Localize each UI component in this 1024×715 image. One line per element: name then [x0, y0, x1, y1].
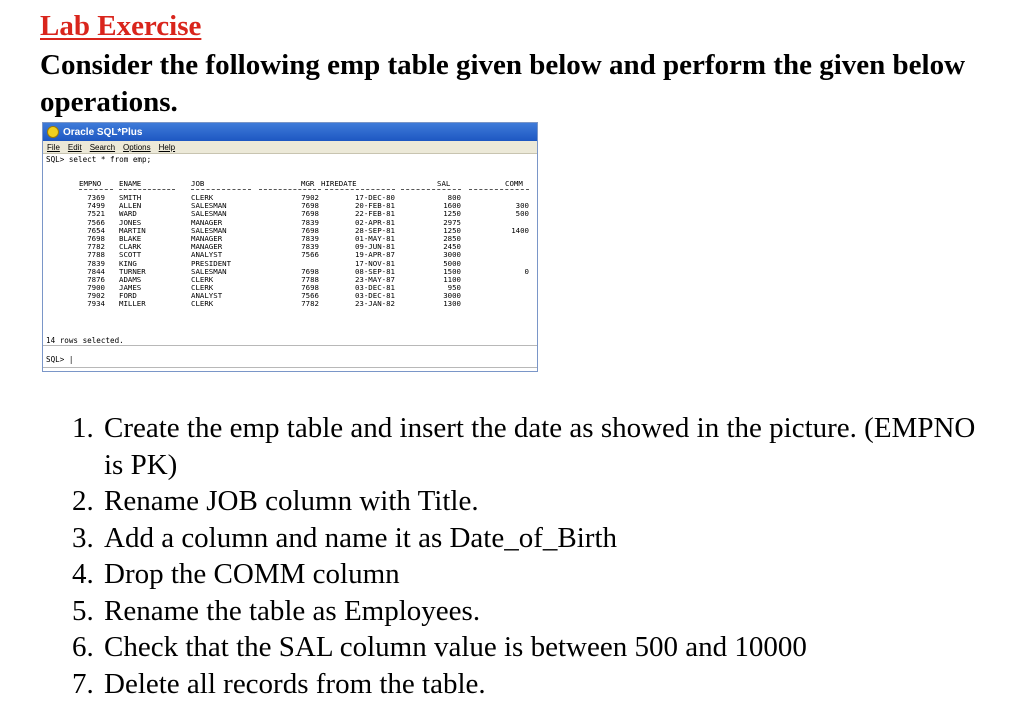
cell-sal: 1500 — [443, 266, 461, 276]
cell-ename: WARD — [119, 209, 137, 219]
table-row — [43, 259, 538, 267]
emp-result-table — [43, 179, 538, 309]
cell-empno: 7876 — [87, 274, 105, 284]
rows-selected-text: 14 rows selected. — [46, 336, 124, 345]
cell-job: SALESMAN — [191, 266, 227, 276]
cell-empno: 7499 — [87, 201, 105, 211]
header-rule — [325, 189, 395, 190]
task-text: Add a column and name it as Date_of_Birth — [104, 521, 618, 554]
cell-job: CLERK — [191, 193, 214, 202]
sql-prompt-input[interactable]: SQL> | — [46, 355, 74, 364]
instructions-heading: Consider the following emp table given below and perform the given below operations. — [40, 49, 966, 118]
col-hiredate: HIREDATE — [321, 179, 357, 188]
cell-mgr: 7839 — [301, 233, 319, 243]
cell-sal: 2975 — [443, 217, 461, 227]
cell-sal: 1250 — [443, 209, 461, 219]
header-rule — [191, 189, 251, 190]
table-rows — [43, 193, 538, 308]
cell-job: CLERK — [191, 299, 214, 309]
cell-empno: 7788 — [87, 250, 105, 260]
cell-empno: 7782 — [87, 242, 105, 252]
lab-exercise-heading: Lab Exercise — [40, 10, 202, 42]
cell-hiredate: 03-DEC-81 — [354, 291, 395, 301]
cell-job: PRESIDENT — [191, 258, 232, 268]
cell-job: SALESMAN — [191, 209, 227, 219]
cell-hiredate: 17-DEC-80 — [354, 193, 395, 202]
menu-bar — [43, 141, 537, 154]
table-row — [43, 234, 538, 242]
cell-job: CLERK — [191, 283, 214, 293]
cell-empno: 7698 — [87, 233, 105, 243]
cell-empno: 7566 — [87, 217, 105, 227]
menu-edit[interactable]: Edit — [67, 142, 82, 152]
cell-hiredate: 08-SEP-81 — [354, 266, 395, 276]
cell-mgr: 7788 — [301, 274, 319, 284]
cell-comm: 1400 — [511, 225, 529, 235]
cell-mgr: 7566 — [301, 291, 319, 301]
header-rule — [469, 189, 529, 190]
cell-sal: 5000 — [443, 258, 461, 268]
table-row — [43, 275, 538, 283]
cell-sal: 800 — [447, 193, 461, 202]
sql-command: SQL> select * from emp; — [46, 155, 152, 164]
cell-hiredate: 20-FEB-81 — [354, 201, 395, 211]
cell-mgr: 7698 — [301, 209, 319, 219]
cell-job: ANALYST — [191, 291, 223, 301]
cell-empno: 7844 — [87, 266, 105, 276]
task-list — [72, 410, 992, 702]
console-divider — [43, 367, 537, 368]
task-number: 1. — [72, 412, 94, 444]
cell-job: MANAGER — [191, 242, 223, 252]
task-number: 4. — [72, 558, 94, 590]
cell-empno: 7900 — [87, 283, 105, 293]
cell-sal: 950 — [447, 283, 461, 293]
cell-sal: 3000 — [443, 291, 461, 301]
col-ename: ENAME — [119, 179, 142, 188]
cell-comm: 500 — [515, 209, 529, 219]
cell-ename: ALLEN — [119, 201, 142, 211]
cell-ename: ADAMS — [119, 274, 142, 284]
cell-job: MANAGER — [191, 217, 223, 227]
cell-job: SALESMAN — [191, 201, 227, 211]
cell-hiredate: 19-APR-87 — [354, 250, 395, 260]
cell-hiredate: 09-JUN-81 — [354, 242, 395, 252]
cell-empno: 7654 — [87, 225, 105, 235]
task-text: Rename the table as Employees. — [104, 594, 481, 627]
cell-ename: KING — [119, 258, 137, 268]
cell-empno: 7521 — [87, 209, 105, 219]
cell-mgr: 7902 — [301, 193, 319, 202]
cell-sal: 2450 — [443, 242, 461, 252]
table-header — [43, 179, 538, 189]
task-text: Check that the SAL column value is between 500 and 10000 — [104, 631, 807, 663]
table-row — [43, 209, 538, 217]
cell-hiredate: 03-DEC-81 — [354, 283, 395, 293]
task-number: 6. — [72, 631, 94, 663]
header-rule — [401, 189, 461, 190]
task-text: Rename JOB column with Title. — [104, 485, 479, 517]
col-sal: SAL — [437, 179, 451, 188]
col-comm: COMM — [505, 179, 523, 188]
cell-mgr: 7698 — [301, 283, 319, 293]
cell-empno: 7369 — [87, 193, 105, 202]
cell-job: CLERK — [191, 274, 214, 284]
cell-sal: 1100 — [443, 274, 461, 284]
header-rule — [259, 189, 321, 190]
cell-mgr: 7839 — [301, 242, 319, 252]
cell-mgr: 7839 — [301, 217, 319, 227]
cell-mgr: 7698 — [301, 201, 319, 211]
cell-ename: MARTIN — [119, 225, 146, 235]
task-item — [72, 483, 992, 520]
cell-mgr: 7566 — [301, 250, 319, 260]
table-row — [43, 283, 538, 291]
header-rule — [79, 189, 113, 190]
table-row — [43, 201, 538, 209]
task-text: Drop the COMM column — [104, 558, 400, 590]
header-rule — [119, 189, 175, 190]
console-divider — [43, 345, 537, 346]
table-row — [43, 250, 538, 258]
cell-ename: FORD — [119, 291, 137, 301]
menu-options[interactable]: Options — [123, 142, 151, 152]
table-row — [43, 193, 538, 201]
cell-mgr: 7698 — [301, 225, 319, 235]
cell-sal: 1600 — [443, 201, 461, 211]
cell-sal: 3000 — [443, 250, 461, 260]
cell-empno: 7934 — [87, 299, 105, 309]
table-row — [43, 267, 538, 275]
task-number: 7. — [72, 667, 94, 700]
menu-search[interactable]: Search — [89, 142, 116, 152]
table-row — [43, 291, 538, 299]
cell-hiredate: 28-SEP-81 — [354, 225, 395, 235]
cell-sal: 2850 — [443, 233, 461, 243]
menu-help[interactable]: Help — [158, 142, 176, 152]
cell-ename: MILLER — [119, 299, 146, 309]
cell-hiredate: 23-JAN-82 — [354, 299, 395, 309]
cell-job: ANALYST — [191, 250, 223, 260]
table-row — [43, 226, 538, 234]
cell-empno: 7902 — [87, 291, 105, 301]
oracle-app-icon — [47, 126, 59, 138]
task-number: 2. — [72, 485, 94, 517]
cell-hiredate: 02-APR-81 — [354, 217, 395, 227]
cell-mgr: 7698 — [301, 266, 319, 276]
cell-ename: SCOTT — [119, 250, 142, 260]
cell-comm: 0 — [524, 266, 529, 276]
col-empno: EMPNO — [79, 179, 102, 188]
task-text: Delete all records from the table. — [104, 667, 486, 700]
cell-hiredate: 17-NOV-81 — [354, 258, 395, 268]
task-item — [72, 556, 992, 593]
table-row — [43, 218, 538, 226]
task-item — [72, 629, 992, 666]
cell-ename: CLARK — [119, 242, 142, 252]
window-title: Oracle SQL*Plus — [63, 126, 143, 138]
cell-job: MANAGER — [191, 233, 223, 243]
cell-ename: JAMES — [119, 283, 142, 293]
table-row — [43, 242, 538, 250]
task-item — [72, 666, 992, 703]
col-mgr: MGR — [301, 179, 315, 188]
cell-hiredate: 22-FEB-81 — [354, 209, 395, 219]
menu-file[interactable]: File — [47, 142, 60, 152]
cell-ename: JONES — [119, 217, 142, 227]
col-job: JOB — [191, 179, 205, 188]
cell-ename: BLAKE — [119, 233, 142, 243]
task-number: 3. — [72, 521, 94, 554]
cell-mgr: 7782 — [301, 299, 319, 309]
cell-hiredate: 23-MAY-87 — [354, 274, 395, 284]
cell-ename: TURNER — [119, 266, 146, 276]
task-item — [72, 410, 992, 483]
cell-hiredate: 01-MAY-81 — [354, 233, 395, 243]
cell-sal: 1300 — [443, 299, 461, 309]
table-row — [43, 299, 538, 307]
cell-empno: 7839 — [87, 258, 105, 268]
cell-comm: 300 — [515, 201, 529, 211]
cell-ename: SMITH — [119, 193, 142, 202]
task-item — [72, 520, 992, 557]
sqlplus-titlebar[interactable] — [43, 123, 537, 141]
sqlplus-window — [42, 122, 538, 372]
cell-sal: 1250 — [443, 225, 461, 235]
task-text: Create the emp table and insert the date as showed in the picture. (EMPNO is PK) — [104, 412, 976, 481]
cell-job: SALESMAN — [191, 225, 227, 235]
task-number: 5. — [72, 594, 94, 627]
task-item — [72, 593, 992, 630]
